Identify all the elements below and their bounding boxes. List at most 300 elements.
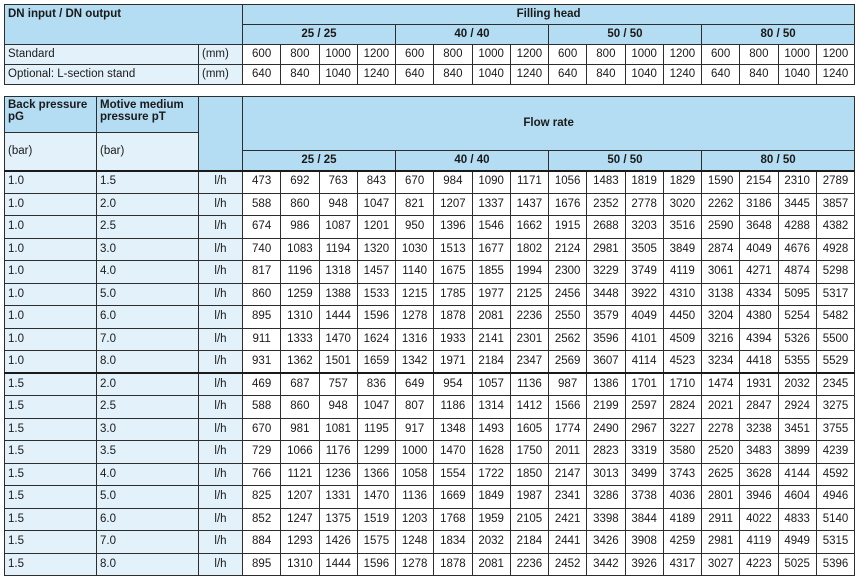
value-cell: 1240 <box>510 65 548 85</box>
flow-value-cell: 1057 <box>472 373 510 396</box>
flow-value-cell: 1659 <box>357 351 395 374</box>
group-title: Filling head <box>243 5 855 25</box>
flow-value-cell: 1994 <box>510 261 548 284</box>
flow-value-cell: 3516 <box>663 216 701 239</box>
flow-value-cell: 469 <box>243 373 281 396</box>
flow-value-cell: 3227 <box>663 418 701 441</box>
flow-value-cell: 3138 <box>702 283 740 306</box>
motive-pressure-cell: 2.5 <box>97 396 199 419</box>
table-row <box>5 65 855 85</box>
value-cell: 1240 <box>816 65 854 85</box>
flow-value-cell: 4119 <box>663 261 701 284</box>
table-row <box>5 45 855 65</box>
flow-value-cell: 860 <box>281 396 319 419</box>
back-pressure-cell: 1.5 <box>5 463 97 486</box>
unit-cell: l/h <box>199 418 243 441</box>
table-row <box>5 486 855 509</box>
flow-value-cell: 588 <box>243 193 281 216</box>
flow-value-cell: 1931 <box>740 373 778 396</box>
flow-value-cell: 1722 <box>472 463 510 486</box>
flow-value-cell: 3204 <box>702 306 740 329</box>
flow-value-cell: 1259 <box>281 283 319 306</box>
flow-value-cell: 1533 <box>357 283 395 306</box>
flow-value-cell: 3899 <box>778 441 816 464</box>
flow-value-cell: 3483 <box>740 441 778 464</box>
flow-value-cell: 4119 <box>740 531 778 554</box>
header-row <box>5 5 855 25</box>
flow-value-cell: 1207 <box>281 486 319 509</box>
flow-value-cell: 2911 <box>702 508 740 531</box>
flow-value-cell: 1171 <box>510 171 548 194</box>
value-cell: 840 <box>587 65 625 85</box>
dn-column-header: 40 / 40 <box>396 151 549 171</box>
back-pressure-cell: 1.5 <box>5 373 97 396</box>
motive-pressure-cell: 8.0 <box>97 351 199 374</box>
flow-value-cell: 1575 <box>357 531 395 554</box>
flow-value-cell: 3628 <box>740 463 778 486</box>
flow-value-cell: 2981 <box>702 531 740 554</box>
flow-value-cell: 1293 <box>281 531 319 554</box>
flow-value-cell: 1519 <box>357 508 395 531</box>
table-row <box>5 418 855 441</box>
flow-value-cell: 852 <box>243 508 281 531</box>
unit-cell: l/h <box>199 373 243 396</box>
flow-value-cell: 3426 <box>587 531 625 554</box>
table-row <box>5 373 855 396</box>
back-pressure-cell: 1.0 <box>5 328 97 351</box>
motive-pressure-cell: 8.0 <box>97 553 199 576</box>
motive-pressure-cell: 6.0 <box>97 306 199 329</box>
flow-value-cell: 1501 <box>319 351 357 374</box>
flow-value-cell: 1977 <box>472 283 510 306</box>
flow-value-cell: 1933 <box>434 328 472 351</box>
flow-value-cell: 3648 <box>740 216 778 239</box>
motive-pressure-cell: 3.0 <box>97 238 199 261</box>
unit-cell: l/h <box>199 171 243 194</box>
motive-pressure-unit: (bar) <box>97 133 199 171</box>
flow-value-cell: 2032 <box>778 373 816 396</box>
value-cell: 1000 <box>319 45 357 65</box>
back-pressure-cell: 1.5 <box>5 508 97 531</box>
flow-value-cell: 1554 <box>434 463 472 486</box>
flow-value-cell: 1785 <box>434 283 472 306</box>
flow-value-cell: 817 <box>243 261 281 284</box>
value-cell: 1200 <box>510 45 548 65</box>
flow-value-cell: 2688 <box>587 216 625 239</box>
flow-value-cell: 3020 <box>663 193 701 216</box>
flow-value-cell: 3186 <box>740 193 778 216</box>
header-row <box>5 97 855 133</box>
value-cell: 800 <box>587 45 625 65</box>
flow-value-cell: 2590 <box>702 216 740 239</box>
flow-value-cell: 1342 <box>396 351 434 374</box>
flow-value-cell: 3216 <box>702 328 740 351</box>
flow-value-cell: 2562 <box>549 328 587 351</box>
flow-value-cell: 740 <box>243 238 281 261</box>
flow-value-cell: 2550 <box>549 306 587 329</box>
flow-value-cell: 3234 <box>702 351 740 374</box>
back-pressure-cell: 1.0 <box>5 306 97 329</box>
flow-value-cell: 4394 <box>740 328 778 351</box>
flow-value-cell: 4049 <box>740 238 778 261</box>
value-cell: 1040 <box>319 65 357 85</box>
flow-value-cell: 1310 <box>281 306 319 329</box>
flow-value-cell: 3319 <box>625 441 663 464</box>
flow-value-cell: 1176 <box>319 441 357 464</box>
back-pressure-cell: 1.5 <box>5 531 97 554</box>
unit-cell: l/h <box>199 396 243 419</box>
motive-pressure-cell: 2.0 <box>97 373 199 396</box>
flow-value-cell: 3286 <box>587 486 625 509</box>
flow-value-cell: 1195 <box>357 418 395 441</box>
flow-value-cell: 670 <box>396 171 434 194</box>
flow-value-cell: 4946 <box>816 486 854 509</box>
unit-cell: l/h <box>199 216 243 239</box>
flow-value-cell: 2199 <box>587 396 625 419</box>
flow-value-cell: 2569 <box>549 351 587 374</box>
flow-value-cell: 895 <box>243 306 281 329</box>
flow-value-cell: 4144 <box>778 463 816 486</box>
flow-value-cell: 1278 <box>396 553 434 576</box>
flow-value-cell: 1444 <box>319 553 357 576</box>
flow-value-cell: 1136 <box>396 486 434 509</box>
table-row <box>5 328 855 351</box>
table-row <box>5 553 855 576</box>
flow-value-cell: 2597 <box>625 396 663 419</box>
flow-value-cell: 984 <box>434 171 472 194</box>
flow-value-cell: 670 <box>243 418 281 441</box>
value-cell: 640 <box>243 65 281 85</box>
flow-value-cell: 931 <box>243 351 281 374</box>
row-unit: (mm) <box>199 45 243 65</box>
flow-value-cell: 2081 <box>472 553 510 576</box>
flow-value-cell: 4450 <box>663 306 701 329</box>
flow-value-cell: 3451 <box>778 418 816 441</box>
row-label: Optional: L-section stand <box>5 65 199 85</box>
flow-value-cell: 1236 <box>319 463 357 486</box>
flow-value-cell: 836 <box>357 373 395 396</box>
flow-value-cell: 1196 <box>281 261 319 284</box>
value-cell: 1000 <box>472 45 510 65</box>
flow-value-cell: 1066 <box>281 441 319 464</box>
flow-value-cell: 2236 <box>510 306 548 329</box>
flow-value-cell: 3061 <box>702 261 740 284</box>
value-cell: 1040 <box>625 65 663 85</box>
blank-header <box>199 97 243 171</box>
flow-value-cell: 3448 <box>587 283 625 306</box>
flow-value-cell: 1194 <box>319 238 357 261</box>
flow-value-cell: 2981 <box>587 238 625 261</box>
flow-value-cell: 4523 <box>663 351 701 374</box>
value-cell: 800 <box>740 45 778 65</box>
flow-value-cell: 2081 <box>472 306 510 329</box>
flow-value-cell: 1083 <box>281 238 319 261</box>
flow-value-cell: 1701 <box>625 373 663 396</box>
flow-value-cell: 2147 <box>549 463 587 486</box>
flow-value-cell: 1081 <box>319 418 357 441</box>
flow-value-cell: 1596 <box>357 306 395 329</box>
back-pressure-cell: 1.0 <box>5 216 97 239</box>
flow-value-cell: 588 <box>243 396 281 419</box>
unit-cell: l/h <box>199 306 243 329</box>
flow-value-cell: 3926 <box>625 553 663 576</box>
flow-value-cell: 2184 <box>510 531 548 554</box>
back-pressure-label: Back pressure pG <box>5 97 97 133</box>
flow-value-cell: 1186 <box>434 396 472 419</box>
value-cell: 640 <box>549 65 587 85</box>
unit-cell: l/h <box>199 508 243 531</box>
flow-value-cell: 884 <box>243 531 281 554</box>
flow-value-cell: 3844 <box>625 508 663 531</box>
flow-value-cell: 4949 <box>778 531 816 554</box>
flow-value-cell: 1121 <box>281 463 319 486</box>
flow-value-cell: 1426 <box>319 531 357 554</box>
flow-value-cell: 1457 <box>357 261 395 284</box>
flow-value-cell: 981 <box>281 418 319 441</box>
flow-value-cell: 3505 <box>625 238 663 261</box>
flow-value-cell: 1331 <box>319 486 357 509</box>
flow-value-cell: 1662 <box>510 216 548 239</box>
back-pressure-cell: 1.0 <box>5 238 97 261</box>
flow-value-cell: 4928 <box>816 238 854 261</box>
flow-value-cell: 1388 <box>319 283 357 306</box>
flow-value-cell: 1030 <box>396 238 434 261</box>
flow-value-cell: 986 <box>281 216 319 239</box>
back-pressure-cell: 1.5 <box>5 396 97 419</box>
back-pressure-cell: 1.5 <box>5 486 97 509</box>
flow-value-cell: 1215 <box>396 283 434 306</box>
flow-value-cell: 2125 <box>510 283 548 306</box>
flow-value-cell: 1628 <box>472 441 510 464</box>
flow-value-cell: 1624 <box>357 328 395 351</box>
flow-value-cell: 4259 <box>663 531 701 554</box>
flow-value-cell: 2801 <box>702 486 740 509</box>
flow-value-cell: 4317 <box>663 553 701 576</box>
dn-column-header: 40 / 40 <box>396 25 549 45</box>
flow-value-cell: 2625 <box>702 463 740 486</box>
flow-value-cell: 3275 <box>816 396 854 419</box>
motive-pressure-cell: 4.0 <box>97 463 199 486</box>
flow-value-cell: 1596 <box>357 553 395 576</box>
flow-value-cell: 2347 <box>510 351 548 374</box>
row-label: Standard <box>5 45 199 65</box>
flow-value-cell: 4676 <box>778 238 816 261</box>
unit-cell: l/h <box>199 261 243 284</box>
flow-value-cell: 948 <box>319 193 357 216</box>
flow-value-cell: 1310 <box>281 553 319 576</box>
flow-value-cell: 2924 <box>778 396 816 419</box>
table-row <box>5 261 855 284</box>
table-row <box>5 238 855 261</box>
value-cell: 600 <box>702 45 740 65</box>
flow-value-cell: 3849 <box>663 238 701 261</box>
flow-value-cell: 4382 <box>816 216 854 239</box>
flow-value-cell: 5355 <box>778 351 816 374</box>
motive-pressure-cell: 5.0 <box>97 486 199 509</box>
flow-value-cell: 3203 <box>625 216 663 239</box>
flow-value-cell: 1878 <box>434 306 472 329</box>
flow-value-cell: 1362 <box>281 351 319 374</box>
flow-value-cell: 2421 <box>549 508 587 531</box>
dn-column-header: 25 / 25 <box>243 151 396 171</box>
flow-value-cell: 1855 <box>472 261 510 284</box>
flow-value-cell: 2278 <box>702 418 740 441</box>
unit-cell: l/h <box>199 486 243 509</box>
table-row <box>5 531 855 554</box>
unit-cell: l/h <box>199 328 243 351</box>
flow-value-cell: 2032 <box>472 531 510 554</box>
flow-value-cell: 3013 <box>587 463 625 486</box>
flow-value-cell: 1878 <box>434 553 472 576</box>
flow-value-cell: 895 <box>243 553 281 576</box>
back-pressure-cell: 1.0 <box>5 351 97 374</box>
flow-value-cell: 1136 <box>510 373 548 396</box>
flow-value-cell: 2021 <box>702 396 740 419</box>
flow-value-cell: 3857 <box>816 193 854 216</box>
flow-value-cell: 729 <box>243 441 281 464</box>
table-row <box>5 351 855 374</box>
flow-value-cell: 2967 <box>625 418 663 441</box>
corner-label: DN input / DN output <box>5 5 243 45</box>
motive-pressure-cell: 5.0 <box>97 283 199 306</box>
flow-value-cell: 1493 <box>472 418 510 441</box>
flow-value-cell: 1348 <box>434 418 472 441</box>
flow-value-cell: 3755 <box>816 418 854 441</box>
flow-value-cell: 1669 <box>434 486 472 509</box>
flow-value-cell: 3749 <box>625 261 663 284</box>
dn-column-header: 50 / 50 <box>549 25 702 45</box>
flow-value-cell: 473 <box>243 171 281 194</box>
flow-value-cell: 1090 <box>472 171 510 194</box>
flow-value-cell: 1829 <box>663 171 701 194</box>
flow-value-cell: 1768 <box>434 508 472 531</box>
flow-value-cell: 1203 <box>396 508 434 531</box>
flow-value-cell: 807 <box>396 396 434 419</box>
flow-value-cell: 3027 <box>702 553 740 576</box>
flow-value-cell: 3596 <box>587 328 625 351</box>
flow-value-cell: 1675 <box>434 261 472 284</box>
flow-value-cell: 1000 <box>396 441 434 464</box>
value-cell: 1200 <box>357 45 395 65</box>
flow-value-cell: 4418 <box>740 351 778 374</box>
value-cell: 600 <box>396 45 434 65</box>
flow-value-cell: 2452 <box>549 553 587 576</box>
flow-value-cell: 5298 <box>816 261 854 284</box>
value-cell: 840 <box>740 65 778 85</box>
flow-value-cell: 5396 <box>816 553 854 576</box>
flow-value-cell: 2456 <box>549 283 587 306</box>
group-title: Flow rate <box>243 97 855 151</box>
flow-value-cell: 2310 <box>778 171 816 194</box>
flow-value-cell: 2441 <box>549 531 587 554</box>
motive-pressure-cell: 4.0 <box>97 261 199 284</box>
flow-value-cell: 1248 <box>396 531 434 554</box>
value-cell: 1200 <box>816 45 854 65</box>
flow-value-cell: 3229 <box>587 261 625 284</box>
flow-value-cell: 2490 <box>587 418 625 441</box>
value-cell: 800 <box>434 45 472 65</box>
flow-value-cell: 917 <box>396 418 434 441</box>
flow-value-cell: 1047 <box>357 396 395 419</box>
flow-value-cell: 4022 <box>740 508 778 531</box>
unit-cell: l/h <box>199 463 243 486</box>
motive-pressure-cell: 7.0 <box>97 531 199 554</box>
value-cell: 1000 <box>778 45 816 65</box>
flow-value-cell: 3922 <box>625 283 663 306</box>
flow-value-cell: 5095 <box>778 283 816 306</box>
flow-value-cell: 4334 <box>740 283 778 306</box>
flow-value-cell: 2874 <box>702 238 740 261</box>
flow-value-cell: 1546 <box>472 216 510 239</box>
motive-pressure-cell: 3.5 <box>97 441 199 464</box>
flow-value-cell: 2778 <box>625 193 663 216</box>
filling-head-table <box>4 4 855 85</box>
flow-value-cell: 2105 <box>510 508 548 531</box>
flow-value-cell: 1774 <box>549 418 587 441</box>
table-row <box>5 216 855 239</box>
table-row <box>5 396 855 419</box>
flow-value-cell: 1677 <box>472 238 510 261</box>
motive-pressure-cell: 6.0 <box>97 508 199 531</box>
back-pressure-unit: (bar) <box>5 133 97 171</box>
flow-value-cell: 3442 <box>587 553 625 576</box>
back-pressure-cell: 1.0 <box>5 171 97 194</box>
unit-cell: l/h <box>199 283 243 306</box>
flow-value-cell: 1470 <box>319 328 357 351</box>
flow-value-cell: 1337 <box>472 193 510 216</box>
flow-value-cell: 821 <box>396 193 434 216</box>
back-pressure-cell: 1.5 <box>5 418 97 441</box>
flow-value-cell: 1513 <box>434 238 472 261</box>
flow-value-cell: 911 <box>243 328 281 351</box>
back-pressure-cell: 1.0 <box>5 283 97 306</box>
flow-value-cell: 1850 <box>510 463 548 486</box>
flow-value-cell: 4223 <box>740 553 778 576</box>
flow-value-cell: 5025 <box>778 553 816 576</box>
value-cell: 840 <box>434 65 472 85</box>
flow-value-cell: 1047 <box>357 193 395 216</box>
flow-value-cell: 1314 <box>472 396 510 419</box>
flow-value-cell: 763 <box>319 171 357 194</box>
flow-value-cell: 1386 <box>587 373 625 396</box>
flow-value-cell: 1987 <box>510 486 548 509</box>
flow-value-cell: 2847 <box>740 396 778 419</box>
flow-value-cell: 4833 <box>778 508 816 531</box>
flow-value-cell: 3738 <box>625 486 663 509</box>
flow-value-cell: 3607 <box>587 351 625 374</box>
flow-value-cell: 4509 <box>663 328 701 351</box>
flow-value-cell: 948 <box>319 396 357 419</box>
unit-cell: l/h <box>199 531 243 554</box>
flow-value-cell: 1470 <box>434 441 472 464</box>
flow-value-cell: 2141 <box>472 328 510 351</box>
flow-value-cell: 843 <box>357 171 395 194</box>
flow-value-cell: 1207 <box>434 193 472 216</box>
dn-column-header: 25 / 25 <box>243 25 396 45</box>
flow-value-cell: 1819 <box>625 171 663 194</box>
row-unit: (mm) <box>199 65 243 85</box>
flow-value-cell: 2301 <box>510 328 548 351</box>
value-cell: 1240 <box>357 65 395 85</box>
flow-value-cell: 2236 <box>510 553 548 576</box>
flow-value-cell: 692 <box>281 171 319 194</box>
dn-column-header: 50 / 50 <box>549 151 702 171</box>
flow-value-cell: 1971 <box>434 351 472 374</box>
flow-value-cell: 1834 <box>434 531 472 554</box>
flow-value-cell: 1333 <box>281 328 319 351</box>
flow-value-cell: 5317 <box>816 283 854 306</box>
flow-value-cell: 3398 <box>587 508 625 531</box>
